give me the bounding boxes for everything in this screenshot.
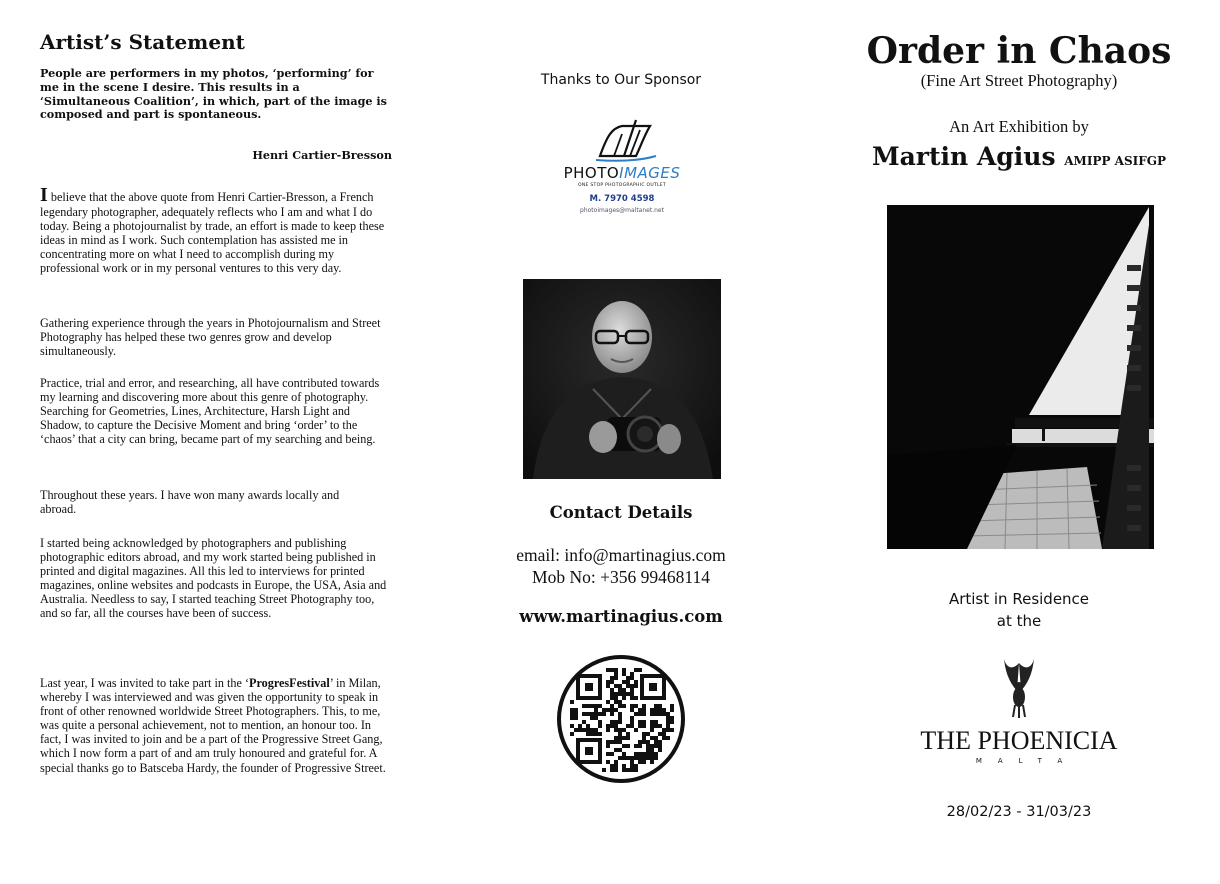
- drop-cap: I: [40, 184, 48, 206]
- exhibition-subtitle: (Fine Art Street Photography): [920, 71, 1118, 90]
- statement-paragraph-3: Practice, trial and error, and researching, all have contributed towards my learning and discovering more about this genre of photography. Searching for Geometries, Lines, Architecture, Harsh Light and Shadow, to capture the Decisive Moment and bring ‘order’ to the ‘chaos’ that a city can bring, became part of my searching and being.: [40, 376, 380, 447]
- statement-paragraph-1: [40, 185, 392, 275]
- statement-paragraph-2: Gathering experience through the years in Photojournalism and Street Photography has helped these two genres grow and develop simultaneously.: [40, 316, 381, 359]
- logo-email: photoimages@maltanet.net: [580, 207, 664, 214]
- paragraph-1-text: believe that the above quote from Henri Cartier-Bresson, a French legendary photographer, adequately reflects who I am and what I do today. Being a photojournalist by trade, an effort is made to keep these ideas in mind as I work. Such contemplation has assisted me in concentrating more on what I need to accomplish during my professional work or in my personal ventures to this very day.: [40, 190, 385, 276]
- logo-photo: PHOTO: [563, 164, 620, 182]
- paragraph-6-text-b: ’ in Milan, whereby I was interviewed and was given the opportunity to speak in front of other renowned worldwide Street Photographers. This, to me, was quite a personal achievement, not to mention, an honour too. In fact, I was invited to join and be a part of the Progressive Street Gang, which I now form a part of and am truly honoured and grateful for. A special thanks go to Batsceba Hardy, the founder of Progressive Street.: [40, 676, 386, 775]
- qr-code-icon: [556, 654, 686, 784]
- phoenix-logo-icon: [1002, 657, 1036, 719]
- artist-portrait: [523, 279, 721, 479]
- hotel-location: MALTA: [975, 757, 1079, 765]
- contact-heading: Contact Details: [549, 503, 693, 522]
- statement-title: Artist’s Statement: [40, 30, 245, 54]
- logo-wordmark: [552, 164, 692, 182]
- camera-stroke-logo-icon: [552, 116, 692, 166]
- statement-quote: People are performers in my photos, ‘performing’ for me in the scene I desire. This results in a ‘Simultaneous Coalition’, in which, part of the image is composed and part is spontaneous.: [40, 66, 387, 122]
- portrait-image: [523, 279, 721, 479]
- logo-mobile: M. 7970 4598: [589, 194, 655, 204]
- sponsor-contact-panel: [490, 0, 752, 884]
- featured-photograph: [887, 205, 1154, 549]
- contact-email: email: info@martinagius.com: [516, 545, 726, 565]
- artist-name-text: Martin Agius: [871, 142, 1056, 171]
- contact-mobile: Mob No: +356 99468114: [532, 567, 710, 587]
- residence-line-2: at the: [996, 612, 1042, 630]
- exhibition-dates: 28/02/23 - 31/03/23: [946, 804, 1092, 820]
- paragraph-6-text-a: Last year, I was invited to take part in the ‘: [40, 676, 249, 690]
- statement-paragraph-4: Throughout these years. I have won many awards locally and abroad.: [40, 488, 340, 517]
- photo-images-logo: [552, 116, 692, 216]
- artist-name: [858, 142, 1180, 171]
- architecture-photo-image: [887, 205, 1154, 549]
- exhibition-cover-panel: [858, 0, 1180, 884]
- statement-paragraph-6: [40, 676, 392, 775]
- hotel-name: THE PHOENICIA: [920, 726, 1118, 755]
- exhibition-by: An Art Exhibition by: [949, 117, 1089, 136]
- exhibition-title: Order in Chaos: [866, 30, 1172, 72]
- website-link[interactable]: www.martinagius.com: [519, 607, 723, 626]
- logo-tagline: ONE STOP PHOTOGRAPHIC OUTLET: [578, 183, 666, 188]
- artist-statement-panel: [40, 0, 392, 884]
- sponsor-heading: Thanks to Our Sponsor: [540, 72, 702, 88]
- progres-festival: ProgresFestival: [249, 676, 330, 690]
- artist-qualifications: AMIPP ASIFGP: [1064, 154, 1167, 168]
- residence-line-1: Artist in Residence: [948, 590, 1090, 608]
- quote-author: Henri Cartier-Bresson: [252, 148, 392, 162]
- statement-paragraph-5: I started being acknowledged by photographers and publishing photographic editors abroad, and my work started being published in printed and digital magazines. All this led to interviews for printed magazines, online websites and podcasts in Europe, the USA, Asia and Australia. Needless to say, I started teaching Street Photography too, and so far, all the courses have been of success.: [40, 536, 387, 621]
- logo-images: IMAGES: [619, 164, 681, 182]
